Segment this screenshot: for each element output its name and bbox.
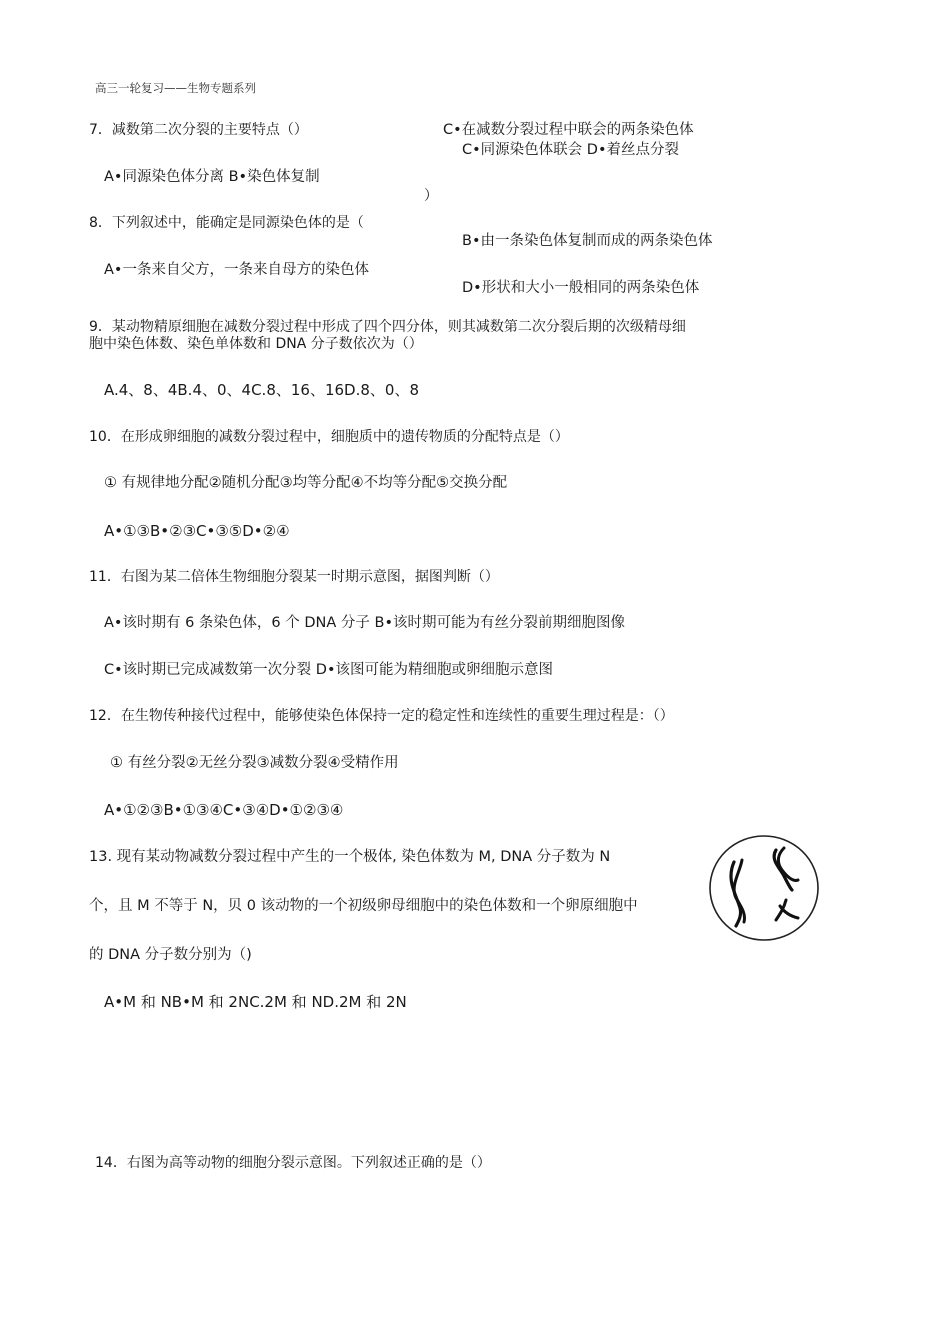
q10-items: ① 有规律地分配②随机分配③均等分配④不均等分配⑤交换分配 <box>104 475 508 491</box>
q8-stem: 8．下列叙述中，能确定是同源染色体的是（ <box>89 215 364 231</box>
q9-stem-line2: 胞中染色体数、染色单体数和 DNA 分子数依次为（） <box>89 336 423 352</box>
q7-options-cd: C•同源染色体联会 D•着丝点分裂 <box>462 142 680 158</box>
q12-items: ① 有丝分裂②无丝分裂③减数分裂④受精作用 <box>110 755 399 771</box>
q7-stem: 7．减数第二次分裂的主要特点（） <box>89 122 308 138</box>
q12-options: A•①②③B•①③④C•③④D•①②③④ <box>104 801 344 819</box>
q7-option-c-line: C•在减数分裂过程中联会的两条染色体 <box>443 122 694 138</box>
q10-options: A•①③B•②③C•③⑤D•②④ <box>104 522 290 540</box>
series-header: 高三一轮复习——生物专题系列 <box>95 81 256 95</box>
q7-options-ab: A•同源染色体分离 B•染色体复制 <box>104 169 320 185</box>
q9-options: A.4、8、4B.4、0、4C.8、16、16D.8、0、8 <box>104 381 419 399</box>
q9-stem-line1: 9．某动物精原细胞在减数分裂过程中形成了四个四分体，则其减数第二次分裂后期的次级精母细 <box>89 319 686 335</box>
q8-option-a: A•一条来自父方，一条来自母方的染色体 <box>104 262 369 278</box>
q11-options-cd: C•该时期已完成减数第一次分裂 D•该图可能为精细胞或卵细胞示意图 <box>104 662 554 678</box>
q10-stem: 10．在形成卵细胞的减数分裂过程中，细胞质中的遗传物质的分配特点是（） <box>89 429 569 445</box>
q13-line2: 个，且 M 不等于 N，贝 0 该动物的一个初级卵母细胞中的染色体数和一个卵原细胞中 <box>89 898 638 914</box>
q13-line3: 的 DNA 分子数分别为（) <box>89 947 252 963</box>
q13-options: A•M 和 NB•M 和 2NC.2M 和 ND.2M 和 2N <box>104 993 407 1011</box>
chromosome-right-b <box>778 848 798 881</box>
q8-option-d: D•形状和大小一般相同的两条染色体 <box>462 280 700 296</box>
cell-membrane <box>710 836 818 940</box>
q11-options-ab: A•该时期有 6 条染色体，6 个 DNA 分子 B•该时期可能为有丝分裂前期细胞图像 <box>104 615 626 631</box>
q7-paren: ） <box>424 188 438 204</box>
q12-stem: 12．在生物传种接代过程中，能够使染色体保持一定的稳定性和连续性的重要生理过程是：（） <box>89 708 674 724</box>
q14-stem: 14．右图为高等动物的细胞分裂示意图。下列叙述正确的是（） <box>95 1155 491 1171</box>
q8-option-b: B•由一条染色体复制而成的两条染色体 <box>462 233 713 249</box>
q11-stem: 11．右图为某二倍体生物细胞分裂某一时期示意图，据图判断（） <box>89 569 499 585</box>
cell-division-figure <box>706 832 822 944</box>
q13-line1: 13. 现有某动物减数分裂过程中产生的一个极体, 染色体数为 M, DNA 分子数为 N <box>89 849 611 865</box>
